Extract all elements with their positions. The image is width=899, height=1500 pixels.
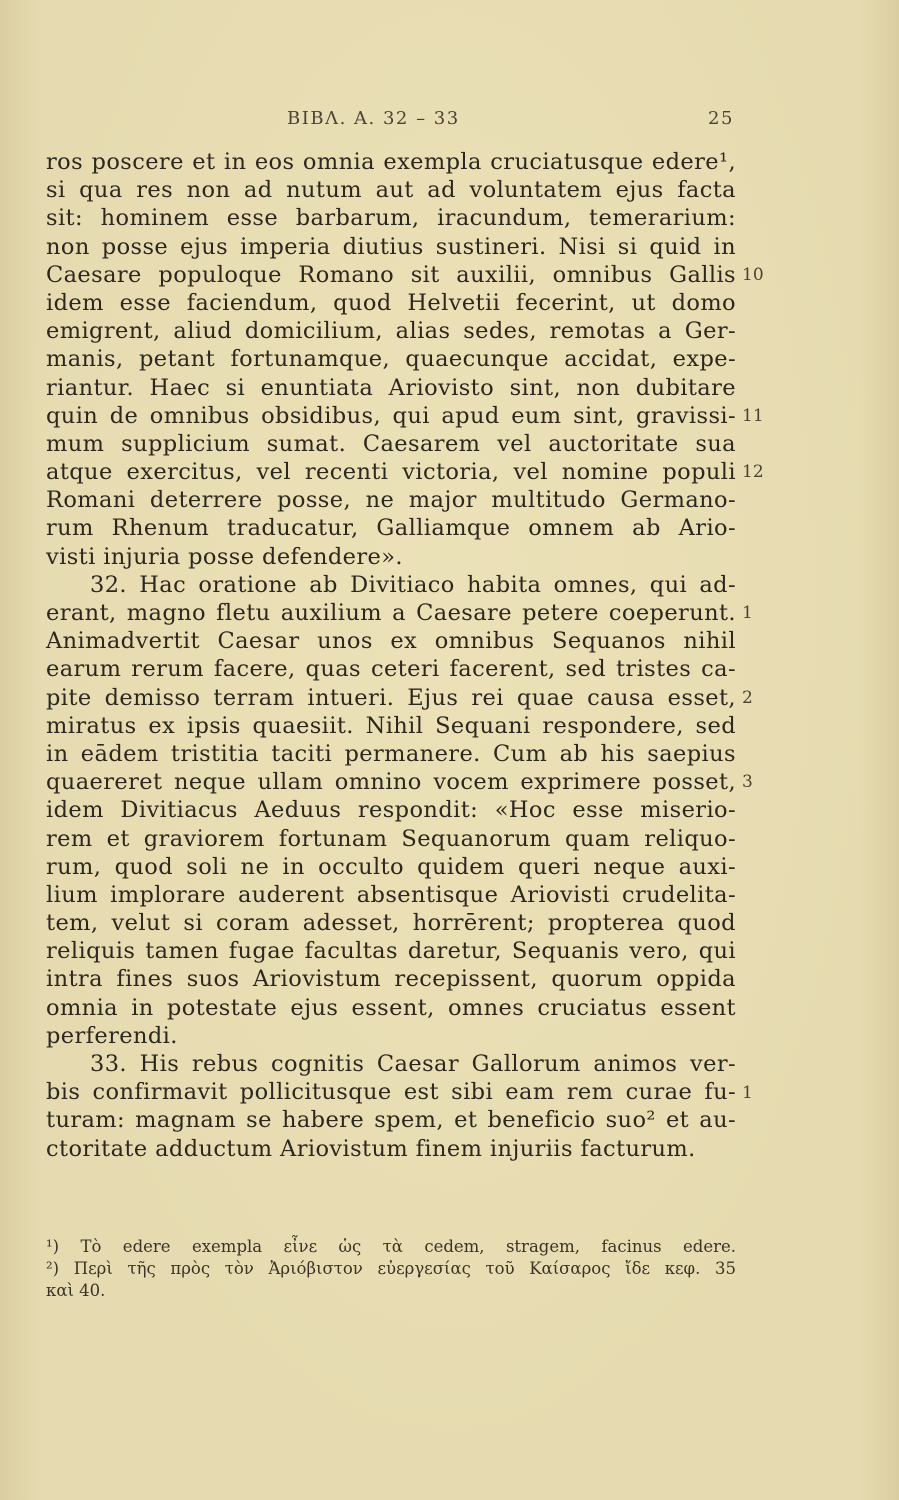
- text-line: ros poscere et in eos omnia exempla cruciatusque edere¹,: [46, 149, 736, 175]
- text-line: non posse ejus imperia diutius sustineri. Nisi si quid in: [46, 233, 736, 260]
- margin-number: 1: [742, 603, 753, 624]
- text-line: manis, petant fortunamque, quaecunque accidat, expe-: [46, 346, 736, 373]
- footnote-line: καὶ 40.: [46, 1281, 106, 1300]
- footnotes: [46, 1236, 736, 1302]
- text-line: rum, quod soli ne in occulto quidem queri neque auxi-: [46, 853, 736, 880]
- running-title: ΒΙΒΛ. Α. 32 – 33: [287, 108, 460, 129]
- text-line: riantur. Haec si enuntiata Ariovisto sint, non dubitare: [46, 374, 736, 401]
- page-number: 25: [708, 108, 734, 129]
- text-line: turam: magnam se habere spem, et beneficio suo² et au-: [46, 1107, 736, 1134]
- text-line: lium implorare auderent absentisque Ariovisti crudelita-: [46, 881, 736, 908]
- text-line: omnia in potestate ejus essent, omnes cruciatus essent: [46, 994, 736, 1021]
- margin-number: 11: [742, 405, 764, 426]
- text-line: atque exercitus, vel recenti victoria, vel nomine populi: [46, 459, 736, 486]
- text-line: Caesare populoque Romano sit auxilii, omnibus Gallis: [46, 261, 736, 288]
- text-line: sit: hominem esse barbarum, iracundum, temerarium:: [46, 205, 736, 232]
- text-line: mum supplicium sumat. Caesarem vel auctoritate sua: [46, 430, 736, 457]
- running-header: [0, 108, 899, 134]
- text-line: erant, magno fletu auxilium a Caesare petere coeperunt.: [46, 600, 736, 626]
- margin-number: 10: [742, 264, 764, 285]
- margin-number: 12: [742, 462, 764, 483]
- margin-number: 1: [742, 1082, 753, 1103]
- text-line: idem Divitiacus Aeduus respondit: «Hoc esse miserio-: [46, 797, 736, 824]
- text-line: Romani deterrere posse, ne major multitudo Germano-: [46, 487, 736, 514]
- text-line: miratus ex ipsis quaesiit. Nihil Sequani respondere, sed: [46, 712, 736, 739]
- text-line: pite demisso terram intueri. Ejus rei quae causa esset,: [46, 684, 736, 711]
- text-line: rem et graviorem fortunam Sequanorum quam reliquo-: [46, 825, 736, 852]
- text-line: bis confirmavit pollicitusque est sibi eam rem curae fu-: [46, 1079, 736, 1106]
- text-line: intra fines suos Ariovistum recepissent, quorum oppida: [46, 966, 736, 993]
- text-line: emigrent, aliud domicilium, alias sedes, remotas a Ger-: [46, 318, 736, 345]
- text-line: 32. Hac oratione ab Divitiaco habita omnes, qui ad-: [90, 571, 736, 598]
- text-line: quin de omnibus obsidibus, qui apud eum sint, gravissi-: [46, 402, 736, 429]
- margin-number: 3: [742, 772, 753, 793]
- text-line: 33. His rebus cognitis Caesar Gallorum animos ver-: [90, 1051, 736, 1077]
- text-line: visti injuria posse defendere».: [46, 543, 403, 570]
- footnote-line: ²) Περὶ τῆς πρὸς τὸν Ἀριόβιστον εὐεργεσίας τοῦ Καίσαρος ἴδε κεφ. 35: [46, 1259, 736, 1278]
- text-line: tem, velut si coram adesset, horrērent; propterea quod: [46, 910, 736, 937]
- text-line: Animadvertit Caesar unos ex omnibus Sequanos nihil: [46, 628, 736, 655]
- text-line: perferendi.: [46, 1022, 178, 1049]
- text-line: ctoritate adductum Ariovistum finem injuriis facturum.: [46, 1135, 696, 1162]
- footnote-line: ¹) Τὸ edere exempla εἶνε ὡς τὰ cedem, stragem, facinus edere.: [46, 1237, 736, 1256]
- text-line: earum rerum facere, quas ceteri facerent, sed tristes ca-: [46, 656, 736, 683]
- text-line: in eādem tristitia taciti permanere. Cum ab his saepius: [46, 740, 736, 767]
- margin-number: 2: [742, 687, 753, 708]
- text-line: rum Rhenum traducatur, Galliamque omnem ab Ario-: [46, 515, 736, 542]
- text-line: reliquis tamen fugae facultas daretur, Sequanis vero, qui: [46, 938, 736, 965]
- text-line: quaereret neque ullam omnino vocem exprimere posset,: [46, 769, 736, 796]
- text-line: si qua res non ad nutum aut ad voluntatem ejus facta: [46, 177, 736, 204]
- text-line: idem esse faciendum, quod Helvetii fecerint, ut domo: [46, 289, 736, 316]
- main-text: [46, 148, 736, 1163]
